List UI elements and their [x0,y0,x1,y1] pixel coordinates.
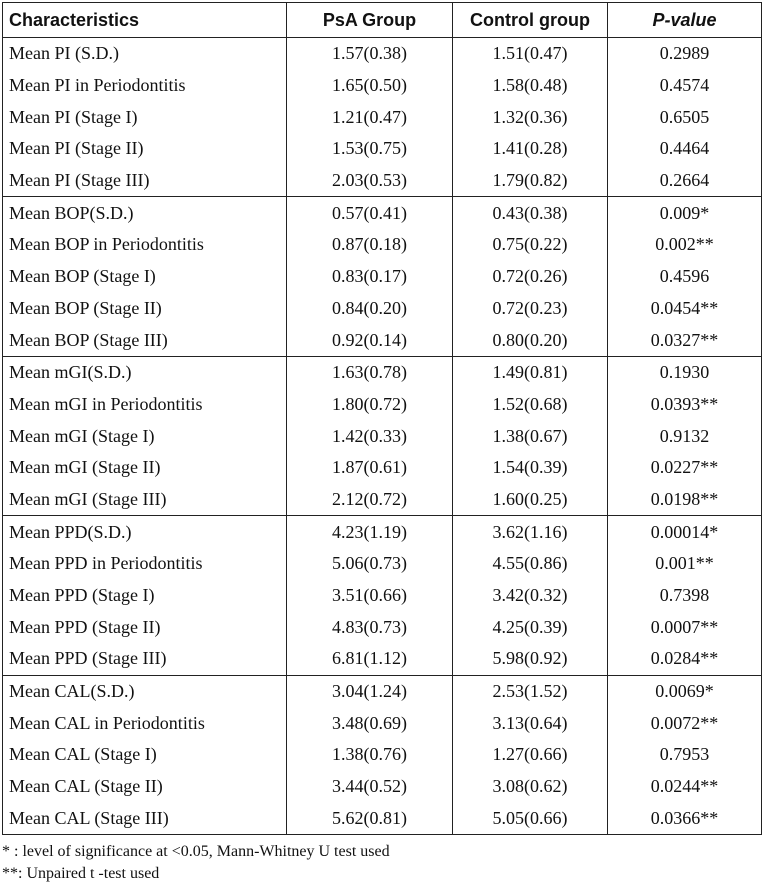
table-row [3,803,762,835]
cell-control-value: 1.38(0.67) [453,420,608,452]
table-row [3,356,762,388]
table-row [3,707,762,739]
header-characteristics: Characteristics [3,3,287,38]
cell-psa-value: 3.44(0.52) [287,771,453,803]
cell-characteristic: Mean mGI(S.D.) [3,356,287,388]
cell-psa-value: 0.92(0.14) [287,324,453,356]
cell-characteristic: Mean PPD (Stage III) [3,643,287,675]
cell-psa-value: 0.84(0.20) [287,293,453,325]
cell-psa-value: 1.63(0.78) [287,356,453,388]
cell-characteristic: Mean PPD in Periodontitis [3,548,287,580]
cell-control-value: 2.53(1.52) [453,675,608,707]
cell-psa-value: 5.06(0.73) [287,548,453,580]
table-container [2,2,762,885]
cell-characteristic: Mean PPD(S.D.) [3,516,287,548]
cell-control-value: 4.55(0.86) [453,548,608,580]
cell-psa-value: 2.03(0.53) [287,165,453,197]
cell-characteristic: Mean PI (Stage I) [3,101,287,133]
cell-characteristic: Mean PPD (Stage II) [3,611,287,643]
cell-characteristic: Mean mGI (Stage III) [3,484,287,516]
table-row [3,324,762,356]
table-row [3,548,762,580]
cell-characteristic: Mean BOP in Periodontitis [3,229,287,261]
cell-control-value: 1.60(0.25) [453,484,608,516]
table-row [3,675,762,707]
table-row [3,38,762,70]
table-row [3,643,762,675]
cell-characteristic: Mean BOP (Stage I) [3,261,287,293]
cell-p-value: 0.4464 [608,133,762,165]
cell-psa-value: 6.81(1.12) [287,643,453,675]
cell-p-value: 0.6505 [608,101,762,133]
table-row [3,389,762,421]
table-row [3,452,762,484]
cell-p-value: 0.4596 [608,261,762,293]
cell-p-value: 0.009* [608,197,762,229]
table-row [3,293,762,325]
cell-p-value: 0.0454** [608,293,762,325]
cell-p-value: 0.0072** [608,707,762,739]
cell-control-value: 1.49(0.81) [453,356,608,388]
footnote-double-star: **: Unpaired t -test used [2,865,160,883]
cell-p-value: 0.2664 [608,165,762,197]
cell-p-value: 0.9132 [608,420,762,452]
cell-control-value: 0.80(0.20) [453,324,608,356]
cell-control-value: 1.79(0.82) [453,165,608,197]
cell-psa-value: 4.83(0.73) [287,611,453,643]
cell-control-value: 1.52(0.68) [453,389,608,421]
cell-characteristic: Mean CAL in Periodontitis [3,707,287,739]
cell-characteristic: Mean PI (S.D.) [3,38,287,70]
cell-control-value: 0.72(0.26) [453,261,608,293]
cell-psa-value: 3.51(0.66) [287,580,453,612]
cell-p-value: 0.0284** [608,643,762,675]
cell-p-value: 0.7398 [608,580,762,612]
cell-control-value: 1.32(0.36) [453,101,608,133]
cell-p-value: 0.0393** [608,389,762,421]
cell-characteristic: Mean CAL (Stage I) [3,739,287,771]
cell-control-value: 1.54(0.39) [453,452,608,484]
cell-p-value: 0.0366** [608,803,762,835]
cell-characteristic: Mean PPD (Stage I) [3,580,287,612]
cell-p-value: 0.0198** [608,484,762,516]
header-row [3,3,762,38]
cell-characteristic: Mean CAL(S.D.) [3,675,287,707]
header-control-group: Control group [453,3,608,38]
cell-p-value: 0.0227** [608,452,762,484]
cell-psa-value: 0.83(0.17) [287,261,453,293]
footnote-single-star: * : level of significance at <0.05, Mann-Whitney U test used [2,843,390,861]
cell-control-value: 1.41(0.28) [453,133,608,165]
cell-characteristic: Mean PI (Stage III) [3,165,287,197]
cell-control-value: 0.75(0.22) [453,229,608,261]
cell-control-value: 1.51(0.47) [453,38,608,70]
table-row [3,580,762,612]
cell-p-value: 0.2989 [608,38,762,70]
cell-p-value: 0.0244** [608,771,762,803]
cell-characteristic: Mean PI (Stage II) [3,133,287,165]
cell-p-value: 0.0007** [608,611,762,643]
cell-p-value: 0.0327** [608,324,762,356]
cell-control-value: 1.27(0.66) [453,739,608,771]
cell-characteristic: Mean mGI (Stage II) [3,452,287,484]
cell-control-value: 4.25(0.39) [453,611,608,643]
cell-psa-value: 1.57(0.38) [287,38,453,70]
table-row [3,197,762,229]
table-row [3,70,762,102]
cell-p-value: 0.0069* [608,675,762,707]
cell-characteristic: Mean BOP (Stage III) [3,324,287,356]
cell-p-value: 0.00014* [608,516,762,548]
cell-p-value: 0.4574 [608,70,762,102]
cell-control-value: 0.43(0.38) [453,197,608,229]
cell-characteristic: Mean CAL (Stage II) [3,771,287,803]
cell-control-value: 1.58(0.48) [453,70,608,102]
table-body [3,38,762,835]
cell-characteristic: Mean mGI (Stage I) [3,420,287,452]
table-row [3,101,762,133]
cell-psa-value: 1.21(0.47) [287,101,453,133]
cell-psa-value: 1.53(0.75) [287,133,453,165]
cell-control-value: 5.05(0.66) [453,803,608,835]
cell-psa-value: 0.87(0.18) [287,229,453,261]
cell-psa-value: 1.80(0.72) [287,389,453,421]
cell-psa-value: 0.57(0.41) [287,197,453,229]
table-row [3,261,762,293]
cell-control-value: 3.13(0.64) [453,707,608,739]
table-row [3,133,762,165]
header-psa-group: PsA Group [287,3,453,38]
cell-characteristic: Mean BOP (Stage II) [3,293,287,325]
cell-psa-value: 1.87(0.61) [287,452,453,484]
cell-psa-value: 3.04(1.24) [287,675,453,707]
table-row [3,771,762,803]
cell-characteristic: Mean mGI in Periodontitis [3,389,287,421]
cell-p-value: 0.002** [608,229,762,261]
cell-characteristic: Mean PI in Periodontitis [3,70,287,102]
cell-p-value: 0.1930 [608,356,762,388]
table-row [3,739,762,771]
cell-control-value: 0.72(0.23) [453,293,608,325]
table-row [3,420,762,452]
footnotes [2,841,762,885]
cell-p-value: 0.001** [608,548,762,580]
cell-psa-value: 5.62(0.81) [287,803,453,835]
cell-control-value: 3.08(0.62) [453,771,608,803]
cell-psa-value: 4.23(1.19) [287,516,453,548]
cell-p-value: 0.7953 [608,739,762,771]
cell-psa-value: 1.38(0.76) [287,739,453,771]
cell-psa-value: 1.42(0.33) [287,420,453,452]
results-table [2,2,762,835]
cell-psa-value: 3.48(0.69) [287,707,453,739]
cell-psa-value: 2.12(0.72) [287,484,453,516]
cell-control-value: 5.98(0.92) [453,643,608,675]
cell-control-value: 3.42(0.32) [453,580,608,612]
table-row [3,165,762,197]
table-row [3,484,762,516]
header-p-value: P-value [608,3,762,38]
cell-characteristic: Mean BOP(S.D.) [3,197,287,229]
table-row [3,516,762,548]
cell-psa-value: 1.65(0.50) [287,70,453,102]
cell-control-value: 3.62(1.16) [453,516,608,548]
table-row [3,611,762,643]
table-row [3,229,762,261]
cell-characteristic: Mean CAL (Stage III) [3,803,287,835]
